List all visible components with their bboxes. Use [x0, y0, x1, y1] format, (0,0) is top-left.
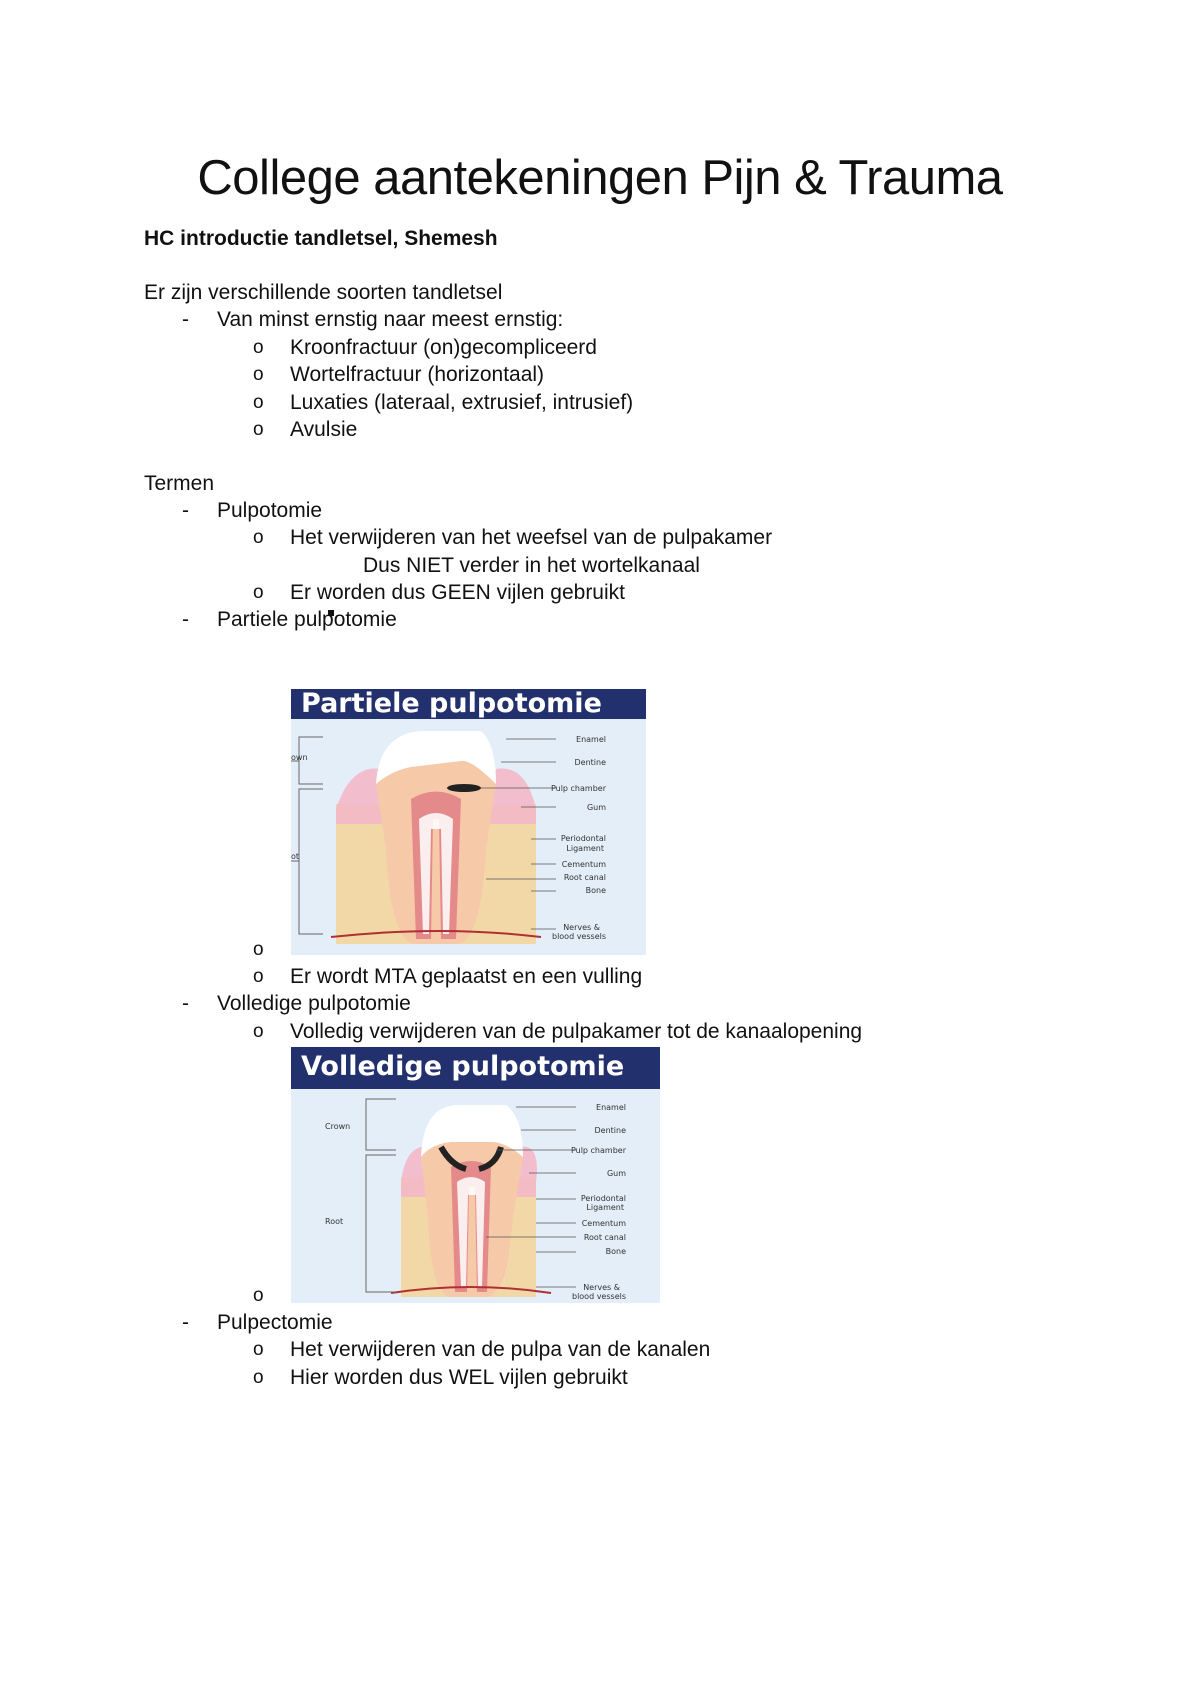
circle-bullet: o — [253, 527, 264, 548]
term-partiele-pulpotomie: Partiele pulpotomie — [217, 608, 397, 631]
figure-label: Cementum — [581, 1219, 626, 1228]
figure-label: Bone — [605, 1247, 626, 1256]
figure-label: Gum — [586, 803, 606, 812]
partiele-item: Er wordt MTA geplaatst en een vulling — [290, 965, 643, 988]
figure-label: Periodontal — [580, 1194, 626, 1203]
figure-label: Pulp chamber — [550, 784, 606, 793]
partiele-pulpotomie-figure — [291, 689, 646, 955]
pulpectomie-item: Het verwijderen van de pulpa van de kanalen — [290, 1338, 711, 1361]
figure-label: Pulp chamber — [570, 1146, 626, 1155]
figure-label: Dentine — [594, 1126, 626, 1135]
section-heading: HC introductie tandletsel, Shemesh — [144, 227, 498, 250]
figure-title: Volledige pulpotomie — [291, 1047, 660, 1089]
figure-label: Ligament — [566, 844, 604, 853]
figure-label: Enamel — [596, 1103, 626, 1112]
bracket-line — [366, 1099, 396, 1150]
circle-bullet: o — [253, 392, 264, 413]
figure-label: blood vessels — [551, 932, 606, 941]
figure-label: Gum — [606, 1169, 626, 1178]
terms-heading: Termen — [144, 472, 215, 495]
circle-bullet: o — [253, 1285, 264, 1306]
dash-bullet: - — [182, 499, 189, 522]
circle-bullet: o — [253, 966, 264, 987]
figure-side-label: ot — [291, 852, 300, 861]
severity-item: Kroonfractuur (on)gecompliceerd — [290, 336, 597, 359]
dash-bullet: - — [182, 1311, 189, 1334]
term-volledige-pulpotomie: Volledige pulpotomie — [217, 992, 411, 1015]
figure-label: Root canal — [583, 1233, 626, 1242]
figure-label: Nerves & — [583, 1283, 620, 1292]
figure-label: Cementum — [561, 860, 606, 869]
figure-label: Periodontal — [560, 834, 606, 843]
figure-label: Bone — [585, 886, 606, 895]
figure-title: Partiele pulpotomie — [291, 689, 646, 719]
severity-item: Avulsie — [290, 418, 358, 441]
circle-bullet: o — [253, 1021, 264, 1042]
figure-label: Ligament — [586, 1203, 624, 1212]
term-pulpectomie: Pulpectomie — [217, 1311, 333, 1334]
circle-bullet: o — [253, 419, 264, 440]
page-title: College aantekeningen Pijn & Trauma — [197, 151, 1003, 205]
bracket-line — [291, 789, 323, 934]
figure-side-label: Root — [325, 1217, 344, 1226]
pulpectomie-item: Hier worden dus WEL vijlen gebruikt — [290, 1366, 628, 1389]
circle-bullet: o — [253, 939, 264, 960]
dash-bullet: - — [182, 308, 189, 331]
pulpotomie-item: Het verwijderen van het weefsel van de pulpakamer — [290, 526, 773, 549]
bracket-line — [366, 1155, 396, 1292]
figure-label: Enamel — [576, 735, 606, 744]
figure-side-label: Crown — [325, 1122, 351, 1131]
tooth-diagram — [291, 1047, 660, 1303]
volledige-pulpotomie-figure — [291, 1047, 660, 1303]
pulpotomie-item: Er worden dus GEEN vijlen gebruikt — [290, 581, 625, 604]
mta-layer — [447, 784, 481, 792]
circle-bullet: o — [253, 1339, 264, 1360]
dash-bullet: - — [182, 608, 189, 631]
figure-label: Root canal — [563, 873, 606, 882]
severity-item: Wortelfractuur (horizontaal) — [290, 363, 545, 386]
figure-label: Nerves & — [563, 923, 600, 932]
circle-bullet: o — [253, 364, 264, 385]
figure-side-label: own — [291, 753, 308, 762]
pulpotomie-subitem: Dus NIET verder in het wortelkanaal — [363, 554, 700, 577]
figure-label: blood vessels — [571, 1292, 626, 1301]
dash-bullet: - — [182, 992, 189, 1015]
severity-item: Luxaties (lateraal, extrusief, intrusief) — [290, 391, 634, 414]
severity-lead: Van minst ernstig naar meest ernstig: — [217, 308, 564, 331]
figure-label: Dentine — [574, 758, 606, 767]
term-pulpotomie: Pulpotomie — [217, 499, 323, 522]
circle-bullet: o — [253, 582, 264, 603]
circle-bullet: o — [253, 337, 264, 358]
tooth-diagram — [291, 689, 646, 955]
volledige-item: Volledig verwijderen van de pulpakamer tot de kanaalopening — [290, 1020, 863, 1043]
intro-text: Er zijn verschillende soorten tandletsel — [144, 281, 503, 304]
circle-bullet: o — [253, 1367, 264, 1388]
